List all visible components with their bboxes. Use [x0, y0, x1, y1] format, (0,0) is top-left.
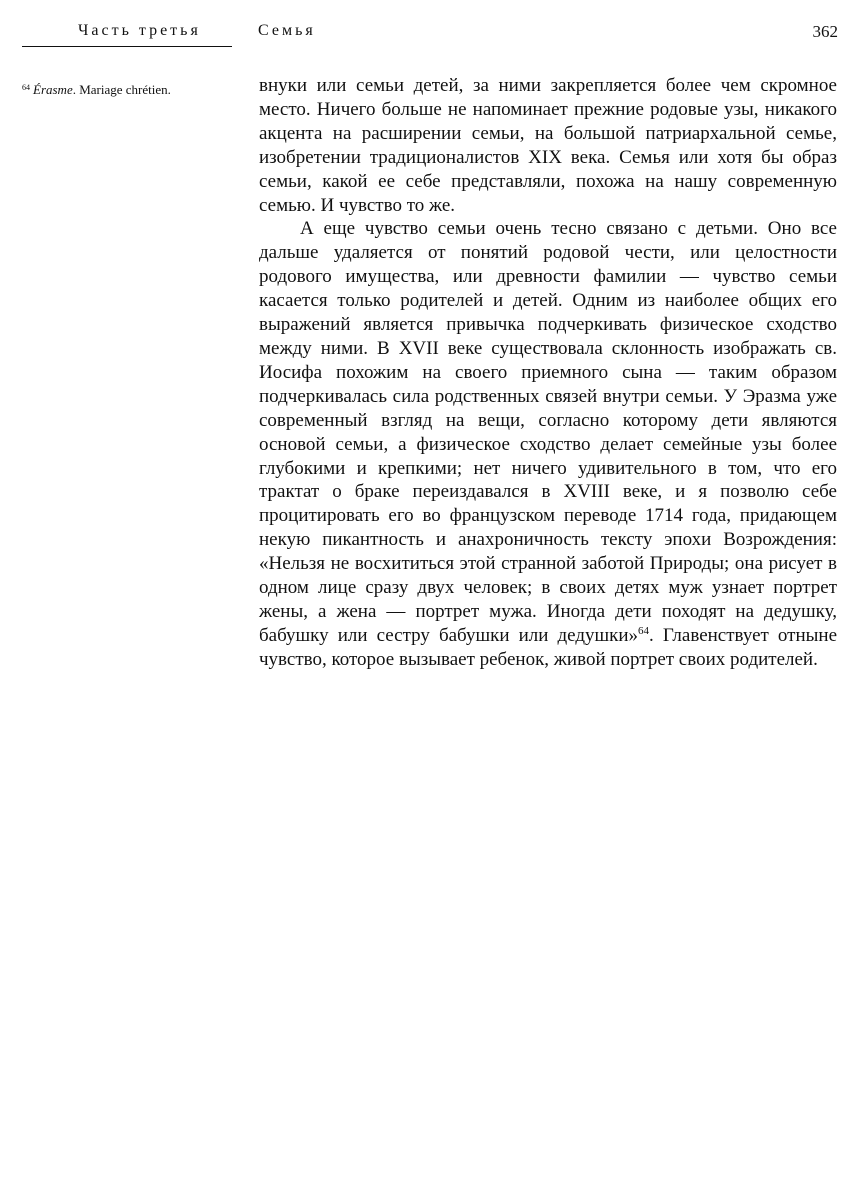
paragraph-1: внуки или семьи детей, за ними закрепляется более чем скромное место. Ничего больше не напоминает прежние родовые узы, никакого акцента на расширении семьи, на большой патриархальной семье, изобретении традиционалистов XIX века. Семья или хотя бы образ семьи, какой ее себе представляли, похожа на нашу современную семью. И чувство то же. [259, 75, 837, 216]
chapter-title: Семья [258, 22, 316, 39]
footnote [22, 79, 242, 99]
footnote-reference: 64 [638, 624, 650, 637]
running-header [78, 22, 838, 46]
paragraph-2-ending: . Главенствует отныне чувство, которое вызывает ребенок, живой портрет своих родителей. [259, 624, 838, 670]
page-number: 362 [812, 22, 838, 41]
footnote-number: 64 [22, 83, 30, 92]
part-title: Часть третья [78, 22, 201, 39]
header-rule [22, 46, 232, 47]
main-text [259, 74, 837, 672]
footnote-title: . Mariage chrétien. [72, 82, 171, 97]
footnote-author: Érasme [33, 82, 73, 97]
paragraph-2-text: А еще чувство семьи очень тесно связано с детьми. Оно все дальше удаляется от понятий родовой чести, или целостности родового имущества, или древности фамилии — чувство семьи касается только родителей и детей. Одним из наиболее общих его выражений является привычка подчеркивать физическое сходство между ними. В XVII веке существовала склонность изображать св. Иосифа похожим на своего приемного сына — таким образом подчеркивалась сила родственных связей внутри семьи. У Эразма уже современный взгляд на вещи, согласно которому дети являются основой семьи, а физическое сходство делает семейные узы более глубокими и крепкими; нет ничего удивительного в том, что его трактат о браке переиздавался в XVIII веке, и я позволю себе процитировать его во французском переводе 1714 года, придающем некую пикантность и анахроничность тексту эпохи Возрождения: «Нельзя не восхититься этой странной заботой Природы; она рисует в одном лице сразу двух человек; в своих детях муж узнает портрет жены, а жена — портрет мужа. Иногда дети походят на дедушку, бабушку или сестру бабушки или дедушки» [259, 218, 837, 646]
paragraph-2 [259, 217, 837, 671]
